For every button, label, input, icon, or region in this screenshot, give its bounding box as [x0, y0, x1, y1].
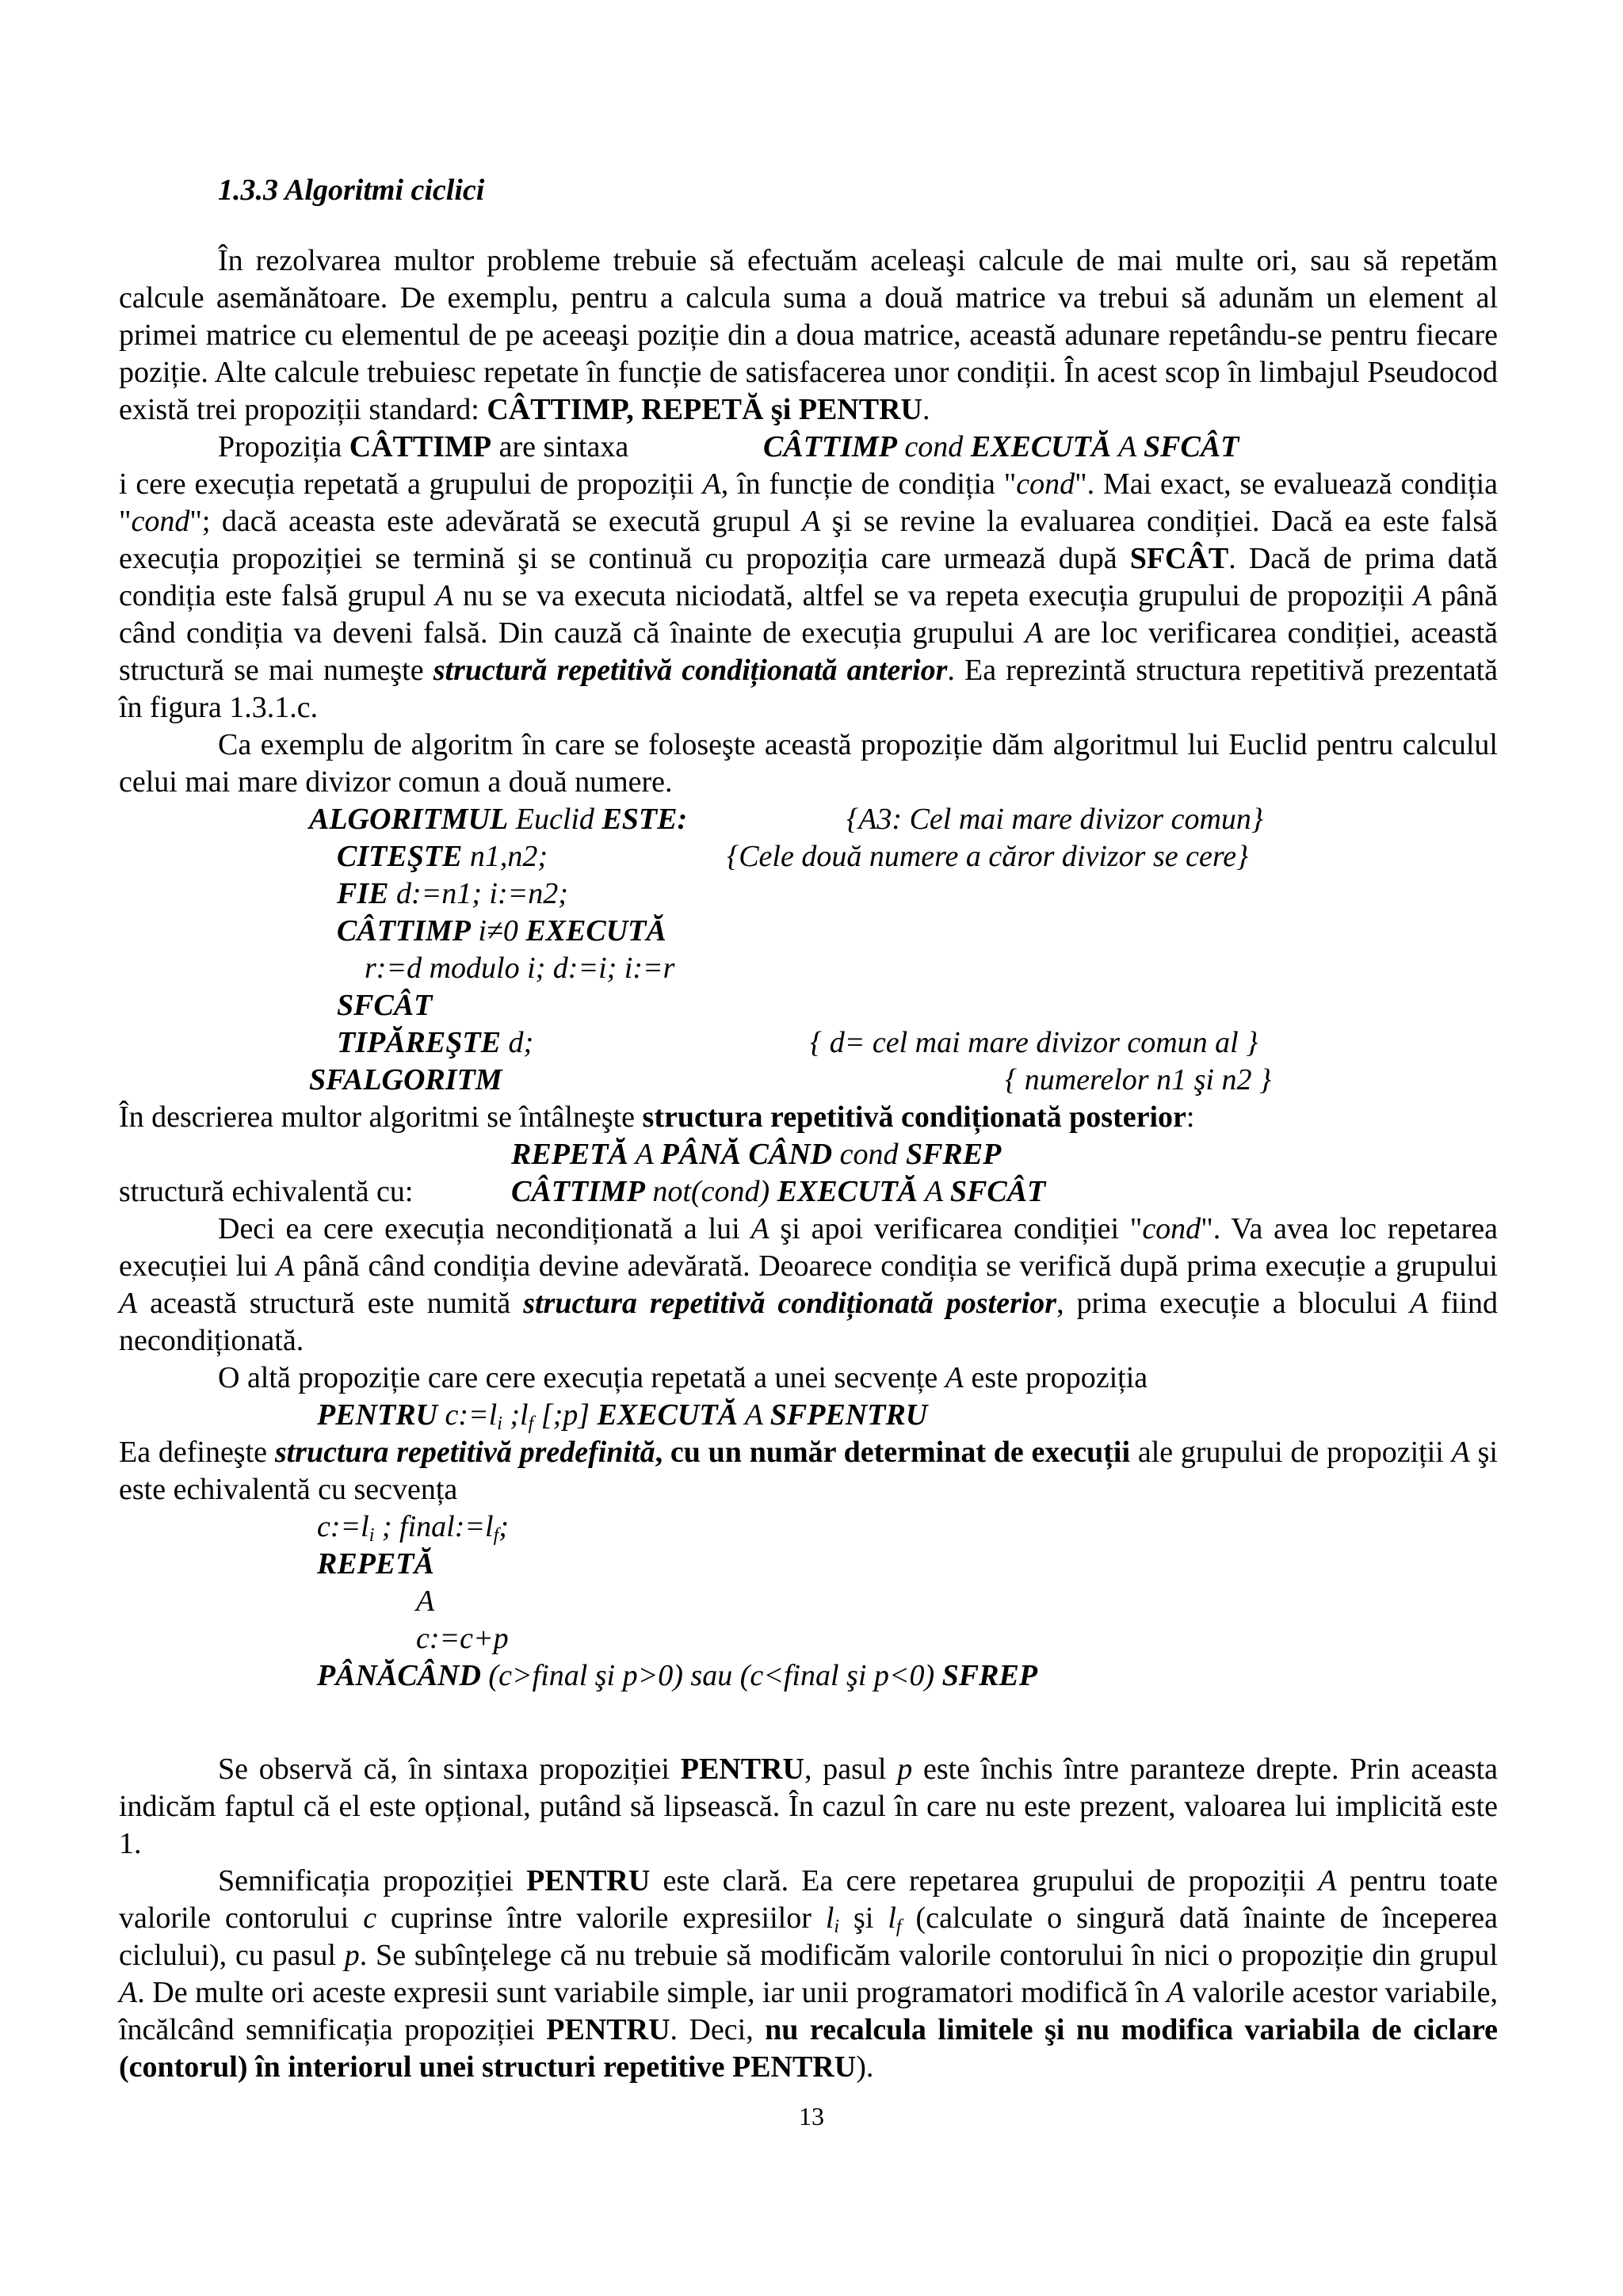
var: A — [802, 505, 821, 538]
var: c — [363, 1901, 377, 1935]
t: Semnificația propoziției — [218, 1864, 527, 1897]
var: A — [628, 1138, 661, 1171]
page-number: 13 — [799, 2102, 824, 2130]
t: ; final:=l — [374, 1510, 494, 1543]
t: , pasul — [804, 1753, 898, 1786]
kw: EXECUTĂ — [970, 430, 1112, 463]
algo-line-8: SFALGORITM — [309, 1063, 502, 1097]
t: ". Mai exact, se evaluează condiția " — [119, 467, 1498, 538]
kw: PENTRU — [680, 1753, 804, 1786]
var: A — [1410, 1287, 1429, 1320]
t: i cere execuția repetată a grupului de propoziții — [119, 467, 703, 501]
t: , prima execuție a blocului — [1056, 1287, 1411, 1320]
t: "; dacă aceasta este adevărată se execută grupul — [189, 505, 803, 538]
seq-line-1 — [317, 1508, 509, 1546]
t: [;p] — [533, 1398, 598, 1432]
var: A — [918, 1175, 950, 1208]
kw: EXECUTĂ — [525, 914, 666, 948]
kw: SFCÂT — [1144, 430, 1239, 463]
paragraph-posterior — [119, 1099, 1194, 1136]
algo-line-5: r:=d modulo i; d:=i; i:=r — [365, 952, 675, 985]
seq-line-4: c:=c+p — [416, 1622, 509, 1655]
var: p — [897, 1753, 913, 1786]
paragraph-pentru-semantics — [119, 1863, 1498, 2086]
var: A — [1111, 430, 1144, 463]
kw: PENTRU — [317, 1398, 437, 1432]
paragraph-pentru-intro — [218, 1360, 1148, 1397]
section-heading: 1.3.3 Algoritmi ciclici — [218, 174, 485, 207]
term: structură repetitivă condiționată anterior — [433, 654, 948, 687]
paragraph-intro — [119, 242, 1498, 429]
sub: f — [528, 1413, 534, 1434]
paragraph-repeat-explanation — [119, 1211, 1498, 1360]
term: nu recalcula limitele şi nu modifica variabila de ciclare (contorul) în interiorul unei structuri repetitive PENTRU — [119, 2013, 1499, 2084]
t: (calculate o singură dată înainte de începerea ciclului), cu pasul — [119, 1901, 1498, 1972]
algo-line-2 — [337, 838, 548, 875]
t: ;l — [502, 1398, 529, 1432]
algo-comment-2: {Cele două numere a căror divizor se cere} — [727, 840, 1249, 873]
algo-line-4 — [337, 913, 666, 950]
kw: CÂTTIMP — [763, 430, 897, 463]
var: A — [1413, 579, 1432, 612]
var: A — [750, 1212, 769, 1245]
kw: ALGORITMUL — [309, 803, 509, 836]
term: structura repetitivă condiționată posterior — [523, 1287, 1057, 1320]
t: cuprinse între valorile expresiilor — [376, 1901, 826, 1935]
seq-line-2: REPETĂ — [317, 1547, 434, 1581]
t: c:=l — [437, 1398, 498, 1432]
var: A — [1318, 1864, 1337, 1897]
algo-line-1 — [309, 801, 687, 838]
t: În descrierea multor algoritmi se întâlneşte — [119, 1100, 643, 1134]
sub: i — [369, 1525, 375, 1546]
term: , cu un număr determinat de execuții — [655, 1436, 1131, 1469]
t: d; — [500, 1026, 534, 1059]
algo-line-7 — [337, 1024, 533, 1062]
var: p — [344, 1939, 360, 1972]
seq-line-3: A — [416, 1585, 435, 1618]
kw: CÂTTIMP — [337, 914, 471, 948]
kw: FIE — [337, 877, 389, 910]
t: ; — [498, 1510, 509, 1543]
t: este închis între paranteze drepte. Prin aceasta indicăm faptul că el este opțional, putând să lipsească. În cazul în care nu este prezent, valoarea lui implicită este 1. — [119, 1753, 1498, 1860]
paragraph-example — [119, 727, 1498, 801]
kw: PENTRU — [526, 1864, 651, 1897]
var: A — [945, 1361, 964, 1394]
t: . Dacă de prima dată condiția este falsă grupul — [119, 542, 1498, 612]
kw: TIPĂREŞTE — [337, 1026, 501, 1059]
t: . De multe ori aceste expresii sunt variabile simple, iar unii programatori modifică în — [137, 1976, 1167, 2009]
var: A — [1451, 1436, 1470, 1469]
paragraph-step-optional — [119, 1751, 1498, 1863]
kw: SFPENTRU — [769, 1398, 928, 1432]
t: : — [1186, 1100, 1195, 1134]
kw: SFREP — [941, 1659, 1038, 1692]
t: fiind necondiționată. — [119, 1287, 1498, 1357]
kw: EXECUTĂ — [777, 1175, 918, 1208]
var: cond — [1016, 467, 1075, 501]
seq-line-5 — [317, 1657, 1037, 1695]
sub: i — [497, 1413, 502, 1434]
kw: EXECUTĂ — [597, 1398, 738, 1432]
paragraph-text: În rezolvarea multor probleme trebuie să efectuăm aceleaşi calcule de mai multe ori, sau să repetăm calcule asemănătoare. De exemplu, pentru a calcula suma a două matrice va trebui să adunăm un element al primei matrice cu elementul de pe aceeaşi poziție din a doua matrice, această adunare repetându-se pentru fiecare poziție. Alte calcule trebuiesc repetate în funcție de satisfacerea unor condiții. În acest scop în limbajul Pseudocod există trei propoziții standard: — [119, 244, 1498, 426]
t: această structură este numită — [137, 1287, 524, 1320]
kw: CÂTTIMP — [511, 1175, 645, 1208]
t: . Se subînțelege că nu trebuie să modificăm valorile contorului în nici o propoziție din grupul — [359, 1939, 1498, 1972]
paragraph-pentru-definition — [119, 1434, 1498, 1508]
kw: SFCÂT — [949, 1175, 1046, 1208]
kw: CITEŞTE — [337, 840, 463, 873]
t: . Deci, — [670, 2013, 766, 2046]
t: c:=l — [317, 1510, 369, 1543]
t: Deci ea cere execuția necondiționată a lui — [218, 1212, 751, 1245]
sub: i — [834, 1917, 840, 1937]
kw: PÂNĂ CÂND — [660, 1138, 833, 1171]
t: n1,n2; — [462, 840, 548, 873]
t: valorile acestor variabile, încălcând semnificația propoziției — [119, 1976, 1499, 2046]
t: este propoziția — [964, 1361, 1148, 1394]
t: are loc verificarea condiției, această structură se mai numeşte — [119, 616, 1498, 687]
t: (c>final şi p>0) sau (c<final şi p<0) — [480, 1659, 942, 1692]
sub: f — [896, 1917, 902, 1937]
cond: cond — [832, 1138, 906, 1171]
t: până când condiția devine adevărată. Deoarece condiția se verifică după prima execuție a grupului — [294, 1249, 1498, 1283]
var: l — [888, 1901, 896, 1935]
equiv-syntax — [511, 1173, 1045, 1211]
t: ). — [856, 2050, 874, 2084]
var: A — [276, 1249, 295, 1283]
t: Ea defineşte — [119, 1436, 275, 1469]
pentru-syntax — [317, 1397, 927, 1434]
t: O altă propoziție care cere execuția repetată a unei secvențe — [218, 1361, 945, 1394]
t: este clară. Ea cere repetarea grupului de propoziții — [650, 1864, 1319, 1897]
algo-line-3 — [337, 875, 568, 913]
algo-comment-7: { d= cel mai mare divizor comun al } — [810, 1026, 1258, 1059]
equiv-label: structură echivalentă cu: — [119, 1175, 414, 1208]
t: Ca exemplu de algoritm în care se foloseşte această propoziție dăm algoritmul lui Euclid pentru calculul celui mai mare divizor comun a două numere. — [119, 728, 1498, 799]
t: Se observă că, în sintaxa propoziției — [218, 1753, 681, 1786]
t: . Ea reprezintă structura repetitivă prezentată în figura 1.3.1.c. — [119, 654, 1499, 724]
kw: SFREP — [905, 1138, 1002, 1171]
cond: cond — [896, 430, 971, 463]
repeat-syntax — [511, 1136, 1001, 1173]
algo-comment-1: {A3: Cel mai mare divizor comun} — [846, 803, 1264, 836]
kw: SFCÂT — [1129, 542, 1229, 575]
t: şi apoi verificarea condiției " — [769, 1212, 1143, 1245]
t: , în funcție de condiția " — [720, 467, 1017, 501]
algo-line-6: SFCÂT — [337, 989, 433, 1022]
var: A — [737, 1398, 770, 1432]
var: A — [1167, 1976, 1186, 2009]
punct: . — [922, 393, 930, 426]
t: ". Va avea loc repetarea execuției lui — [119, 1212, 1498, 1283]
syntax-mid: are sintaxa — [491, 430, 629, 463]
var: cond — [1142, 1212, 1201, 1245]
var: A — [435, 579, 454, 612]
sub: f — [493, 1525, 499, 1546]
paragraph-cattimp — [119, 466, 1498, 727]
t: până când condiția va deveni falsă. Din cauză că înainte de execuția grupului — [119, 579, 1498, 650]
kw: REPETĂ — [511, 1138, 628, 1171]
cond: not(cond) — [644, 1175, 777, 1208]
var: l — [825, 1901, 834, 1935]
var: A — [702, 467, 721, 501]
t: i≠0 — [470, 914, 526, 948]
var: A — [1025, 616, 1044, 650]
syntax-intro: Propoziția — [218, 430, 349, 463]
syntax-line — [218, 429, 628, 466]
keywords: CÂTTIMP, REPETĂ şi PENTRU — [487, 393, 922, 426]
t: nu se va executa niciodată, altfel se va repeta execuția grupului de propoziții — [453, 579, 1414, 612]
kw: ESTE: — [601, 803, 688, 836]
var: A — [119, 1976, 138, 2009]
kw: PENTRU — [546, 2013, 670, 2046]
t: d:=n1; i:=n2; — [388, 877, 568, 910]
t: şi se revine la evaluarea condiției. Dacă ea este falsă execuția propoziției se termină şi se continuă cu propoziția care urmează după — [119, 505, 1498, 575]
syntax-keyword: CÂTTIMP — [349, 430, 492, 463]
term: structura repetitivă predefinită — [274, 1436, 655, 1469]
t: pentru toate valorile contorului — [119, 1864, 1498, 1935]
t: şi este echivalentă cu secvența — [119, 1436, 1498, 1506]
term: structura repetitivă condiționată posterior — [642, 1100, 1186, 1134]
t: Euclid — [508, 803, 602, 836]
var: A — [119, 1287, 138, 1320]
kw: PÂNĂCÂND — [317, 1659, 481, 1692]
algo-comment-8: { numerelor n1 şi n2 } — [1005, 1063, 1272, 1097]
t: ale grupului de propoziții — [1130, 1436, 1452, 1469]
var: cond — [131, 505, 190, 538]
syntax-expression — [763, 429, 1239, 466]
t: şi — [839, 1901, 888, 1935]
